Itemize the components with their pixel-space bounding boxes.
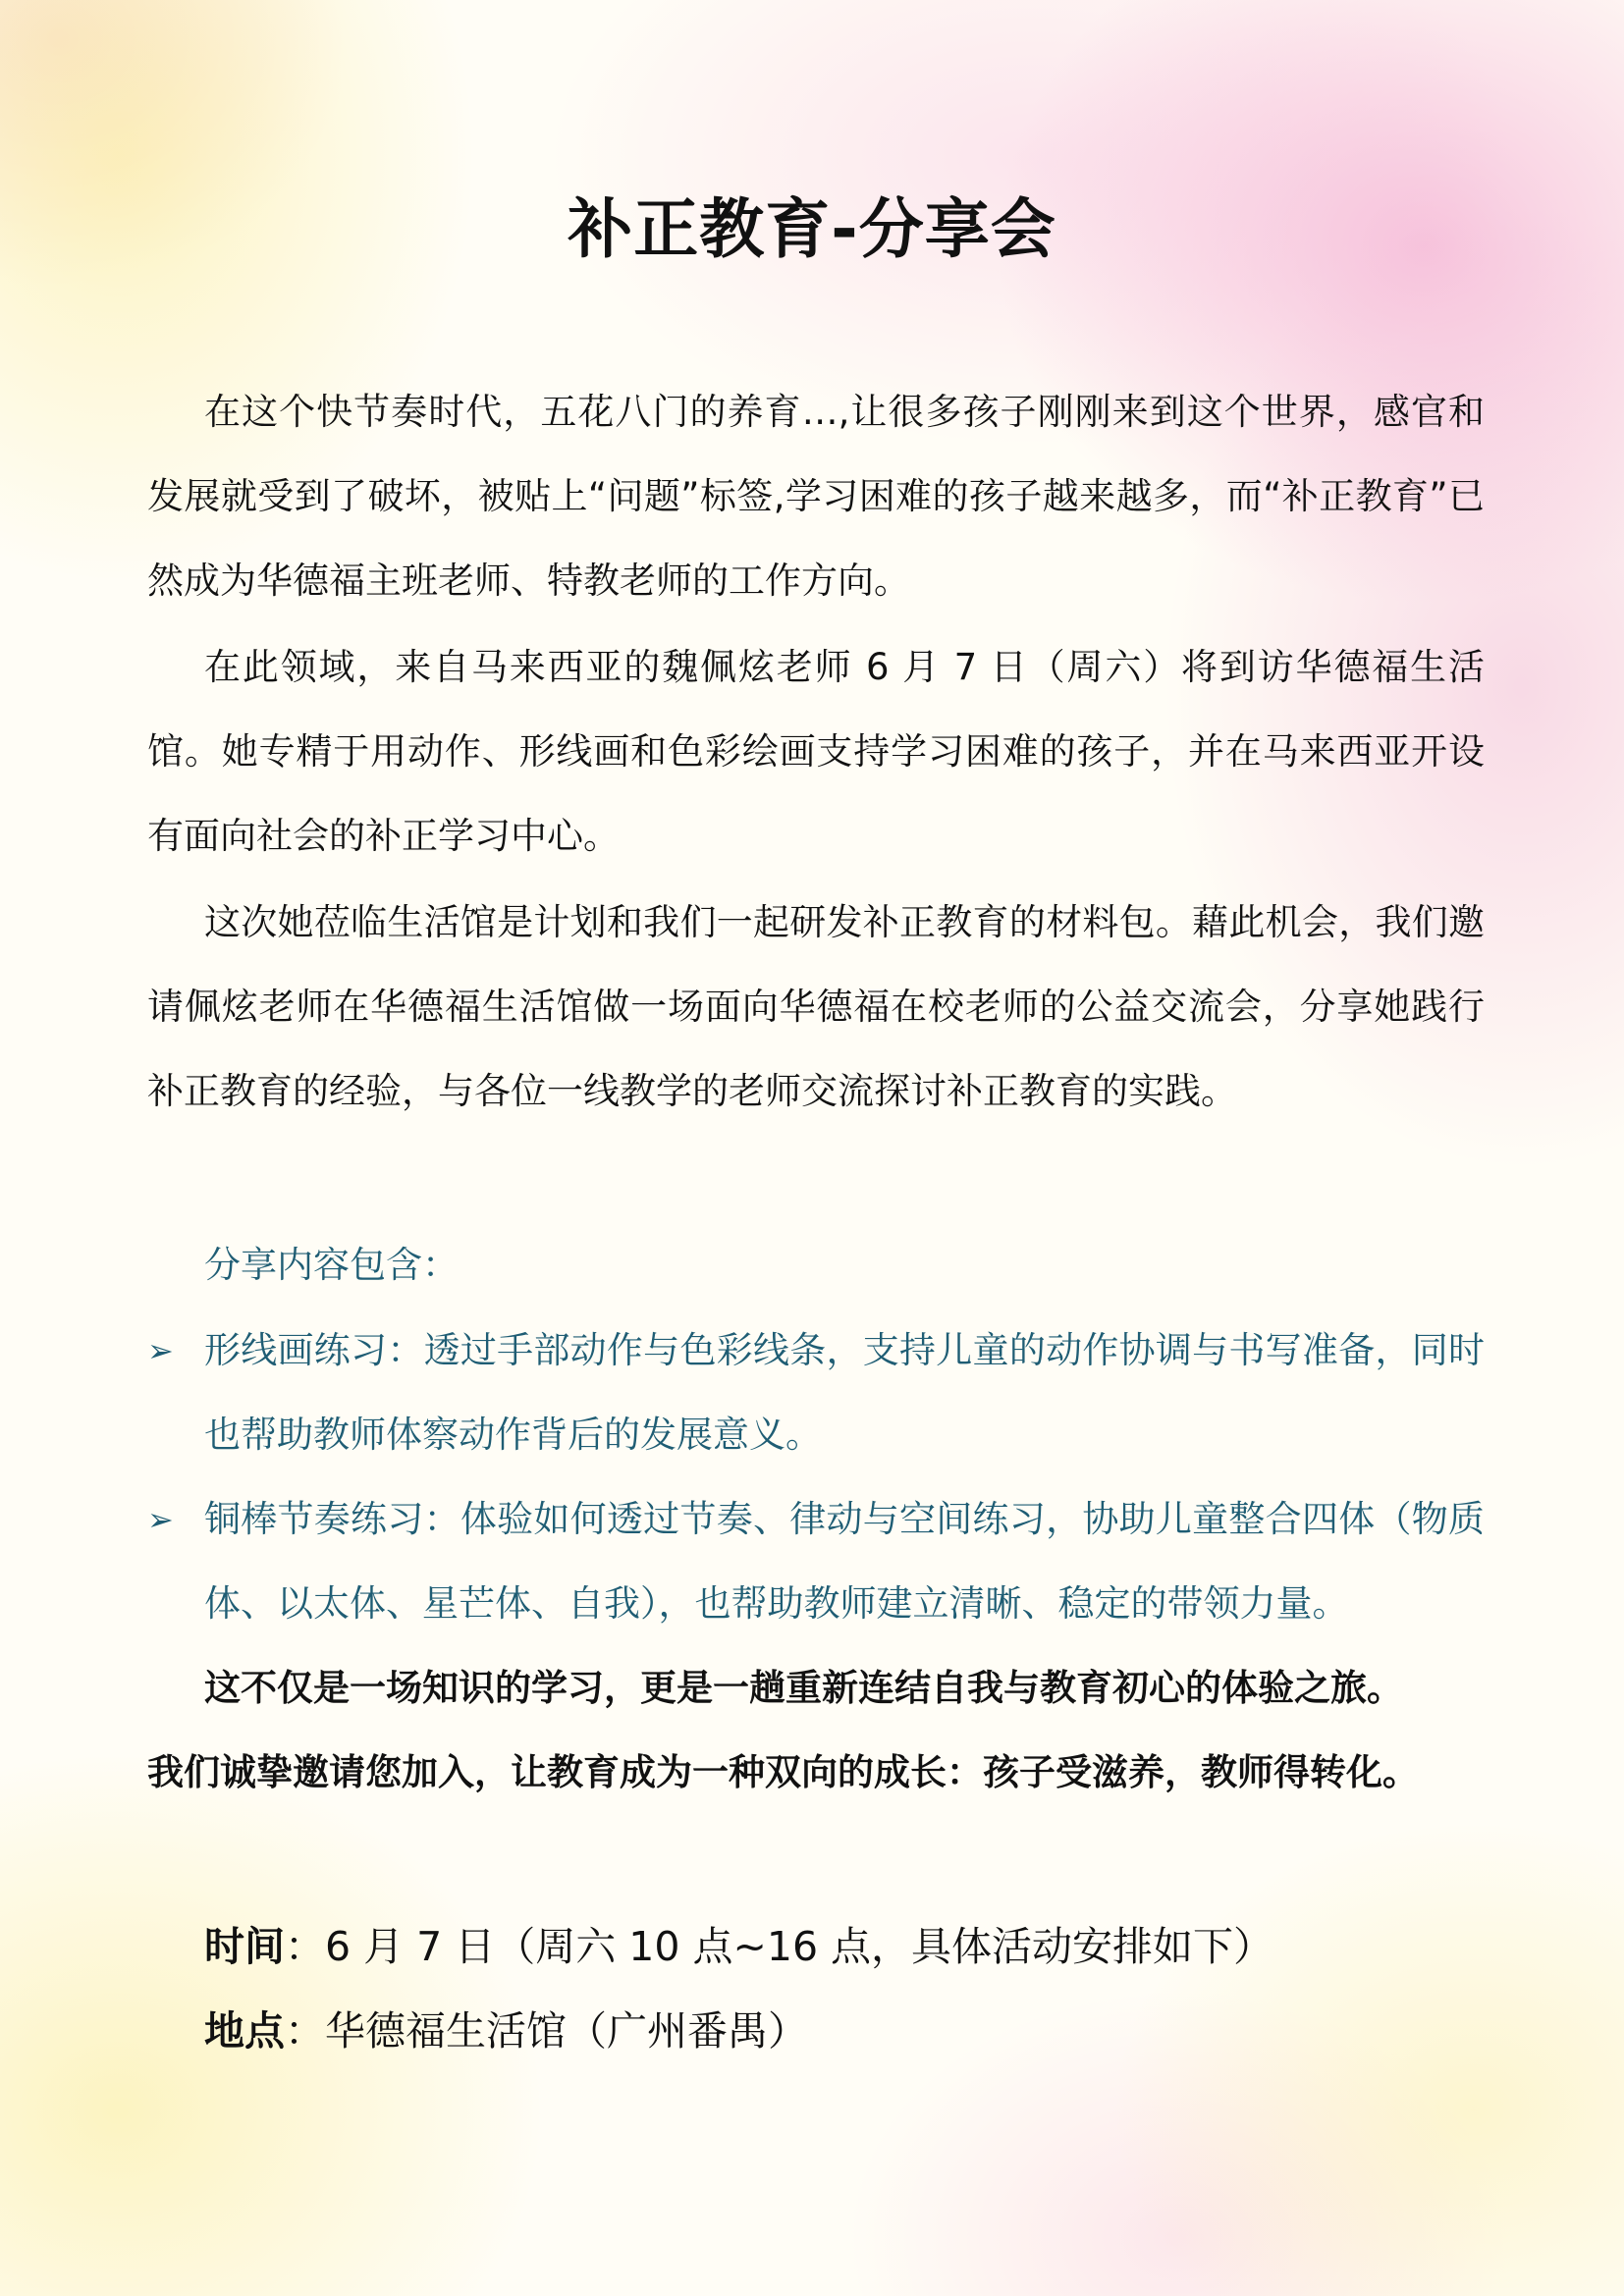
- event-place-label: 地点: [204, 2007, 285, 2055]
- event-time-label: 时间: [204, 1923, 285, 1970]
- intro-paragraph-1: 在这个快节奏时代，五花八门的养育…,让很多孩子刚刚来到这个世界，感官和发展就受到了破坏，被贴上“问题”标签,学习困难的孩子越来越多，而“补正教育”已然成为华德福主班老师、特教老师的工作方向。: [147, 391, 1485, 602]
- intro-paragraph-2: 在此领域，来自马来西亚的魏佩炫老师 6 月 7 日（周六）将到访华德福生活馆。她专精于用动作、形线画和色彩绘画支持学习困难的孩子，并在马来西亚开设有面向社会的补正学习中心。: [147, 646, 1485, 857]
- content-heading: 分享内容包含：: [204, 1244, 459, 1286]
- list-item-text: 形线画练习：透过手部动作与色彩线条，支持儿童的动作协调与书写准备，同时也帮助教师体察动作背后的发展意义。: [204, 1329, 1485, 1456]
- event-time: [204, 1904, 1273, 1989]
- closing-line-1: 这不仅是一场知识的学习，更是一趟重新连结自我与教育初心的体验之旅。: [204, 1667, 1403, 1709]
- event-time-value: ：6 月 7 日（周六 10 点~16 点，具体活动安排如下）: [285, 1923, 1274, 1970]
- closing-line-2: 我们诚挚邀请您加入，让教育成为一种双向的成长：孩子受滋养，教师得转化。: [147, 1751, 1419, 1793]
- list-item-text: 铜棒节奏练习：体验如何透过节奏、律动与空间练习，协助儿童整合四体（物质体、以太体、星芒体、自我），也帮助教师建立清晰、稳定的带领力量。: [204, 1498, 1485, 1625]
- arrow-bullet-icon: ➢: [147, 1332, 174, 1369]
- arrow-bullet-icon: ➢: [147, 1501, 174, 1538]
- intro-paragraph-3: 这次她莅临生活馆是计划和我们一起研发补正教育的材料包。藉此机会，我们邀请佩炫老师在华德福生活馆做一场面向华德福在校老师的公益交流会，分享她践行补正教育的经验，与各位一线教学的老师交流探讨补正教育的实践。: [147, 901, 1485, 1112]
- event-place: [204, 1989, 808, 2073]
- list-item: [147, 1477, 1485, 1646]
- event-place-value: ：华德福生活馆（广州番禺）: [285, 2007, 808, 2055]
- list-item: [147, 1308, 1485, 1477]
- page-title: 补正教育-分享会: [568, 191, 1056, 267]
